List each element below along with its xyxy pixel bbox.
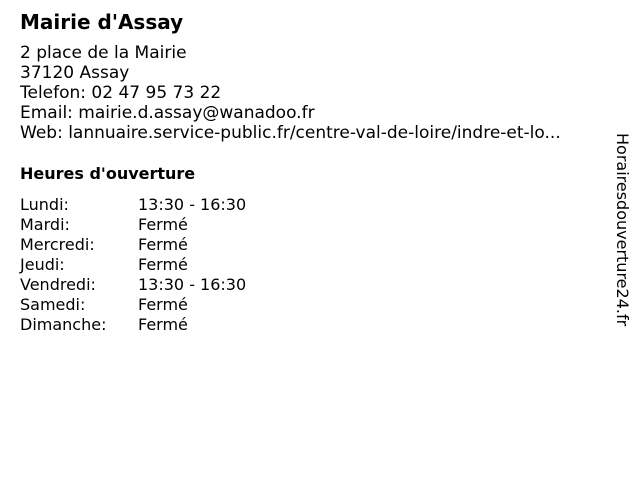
day-hours: 13:30 - 16:30 <box>138 275 247 294</box>
web-line: Web: lannuaire.service-public.fr/centre-val-de-loire/indre-et-lo... <box>20 123 561 143</box>
hours-row-wednesday <box>20 235 246 255</box>
page-title: Mairie d'Assay <box>20 10 184 34</box>
day-label: Dimanche: <box>20 315 107 334</box>
address-line-2: 37120 Assay <box>20 63 130 83</box>
brand-text: Horairesdouverture24.fr <box>613 133 632 327</box>
phone-line: Telefon: 02 47 95 73 22 <box>20 83 222 103</box>
day-label: Lundi: <box>20 195 69 214</box>
day-hours: Fermé <box>138 235 188 254</box>
day-hours: Fermé <box>138 315 188 334</box>
day-hours: Fermé <box>138 215 188 234</box>
day-label: Samedi: <box>20 295 86 314</box>
hours-row-thursday <box>20 255 246 275</box>
day-label: Mardi: <box>20 215 70 234</box>
email-line: Email: mairie.d.assay@wanadoo.fr <box>20 103 315 123</box>
day-hours: 13:30 - 16:30 <box>138 195 247 214</box>
address-line-1: 2 place de la Mairie <box>20 43 187 63</box>
day-hours: Fermé <box>138 295 188 314</box>
hours-heading: Heures d'ouverture <box>20 164 196 183</box>
hours-row-sunday <box>20 315 246 335</box>
opening-hours-table <box>20 195 246 335</box>
day-label: Jeudi: <box>20 255 65 274</box>
hours-row-saturday <box>20 295 246 315</box>
hours-row-monday <box>20 195 246 215</box>
day-label: Vendredi: <box>20 275 96 294</box>
day-label: Mercredi: <box>20 235 95 254</box>
hours-row-tuesday <box>20 215 246 235</box>
brand-vertical-label <box>612 133 632 345</box>
day-hours: Fermé <box>138 255 188 274</box>
hours-row-friday <box>20 275 246 295</box>
contact-block <box>20 43 561 143</box>
